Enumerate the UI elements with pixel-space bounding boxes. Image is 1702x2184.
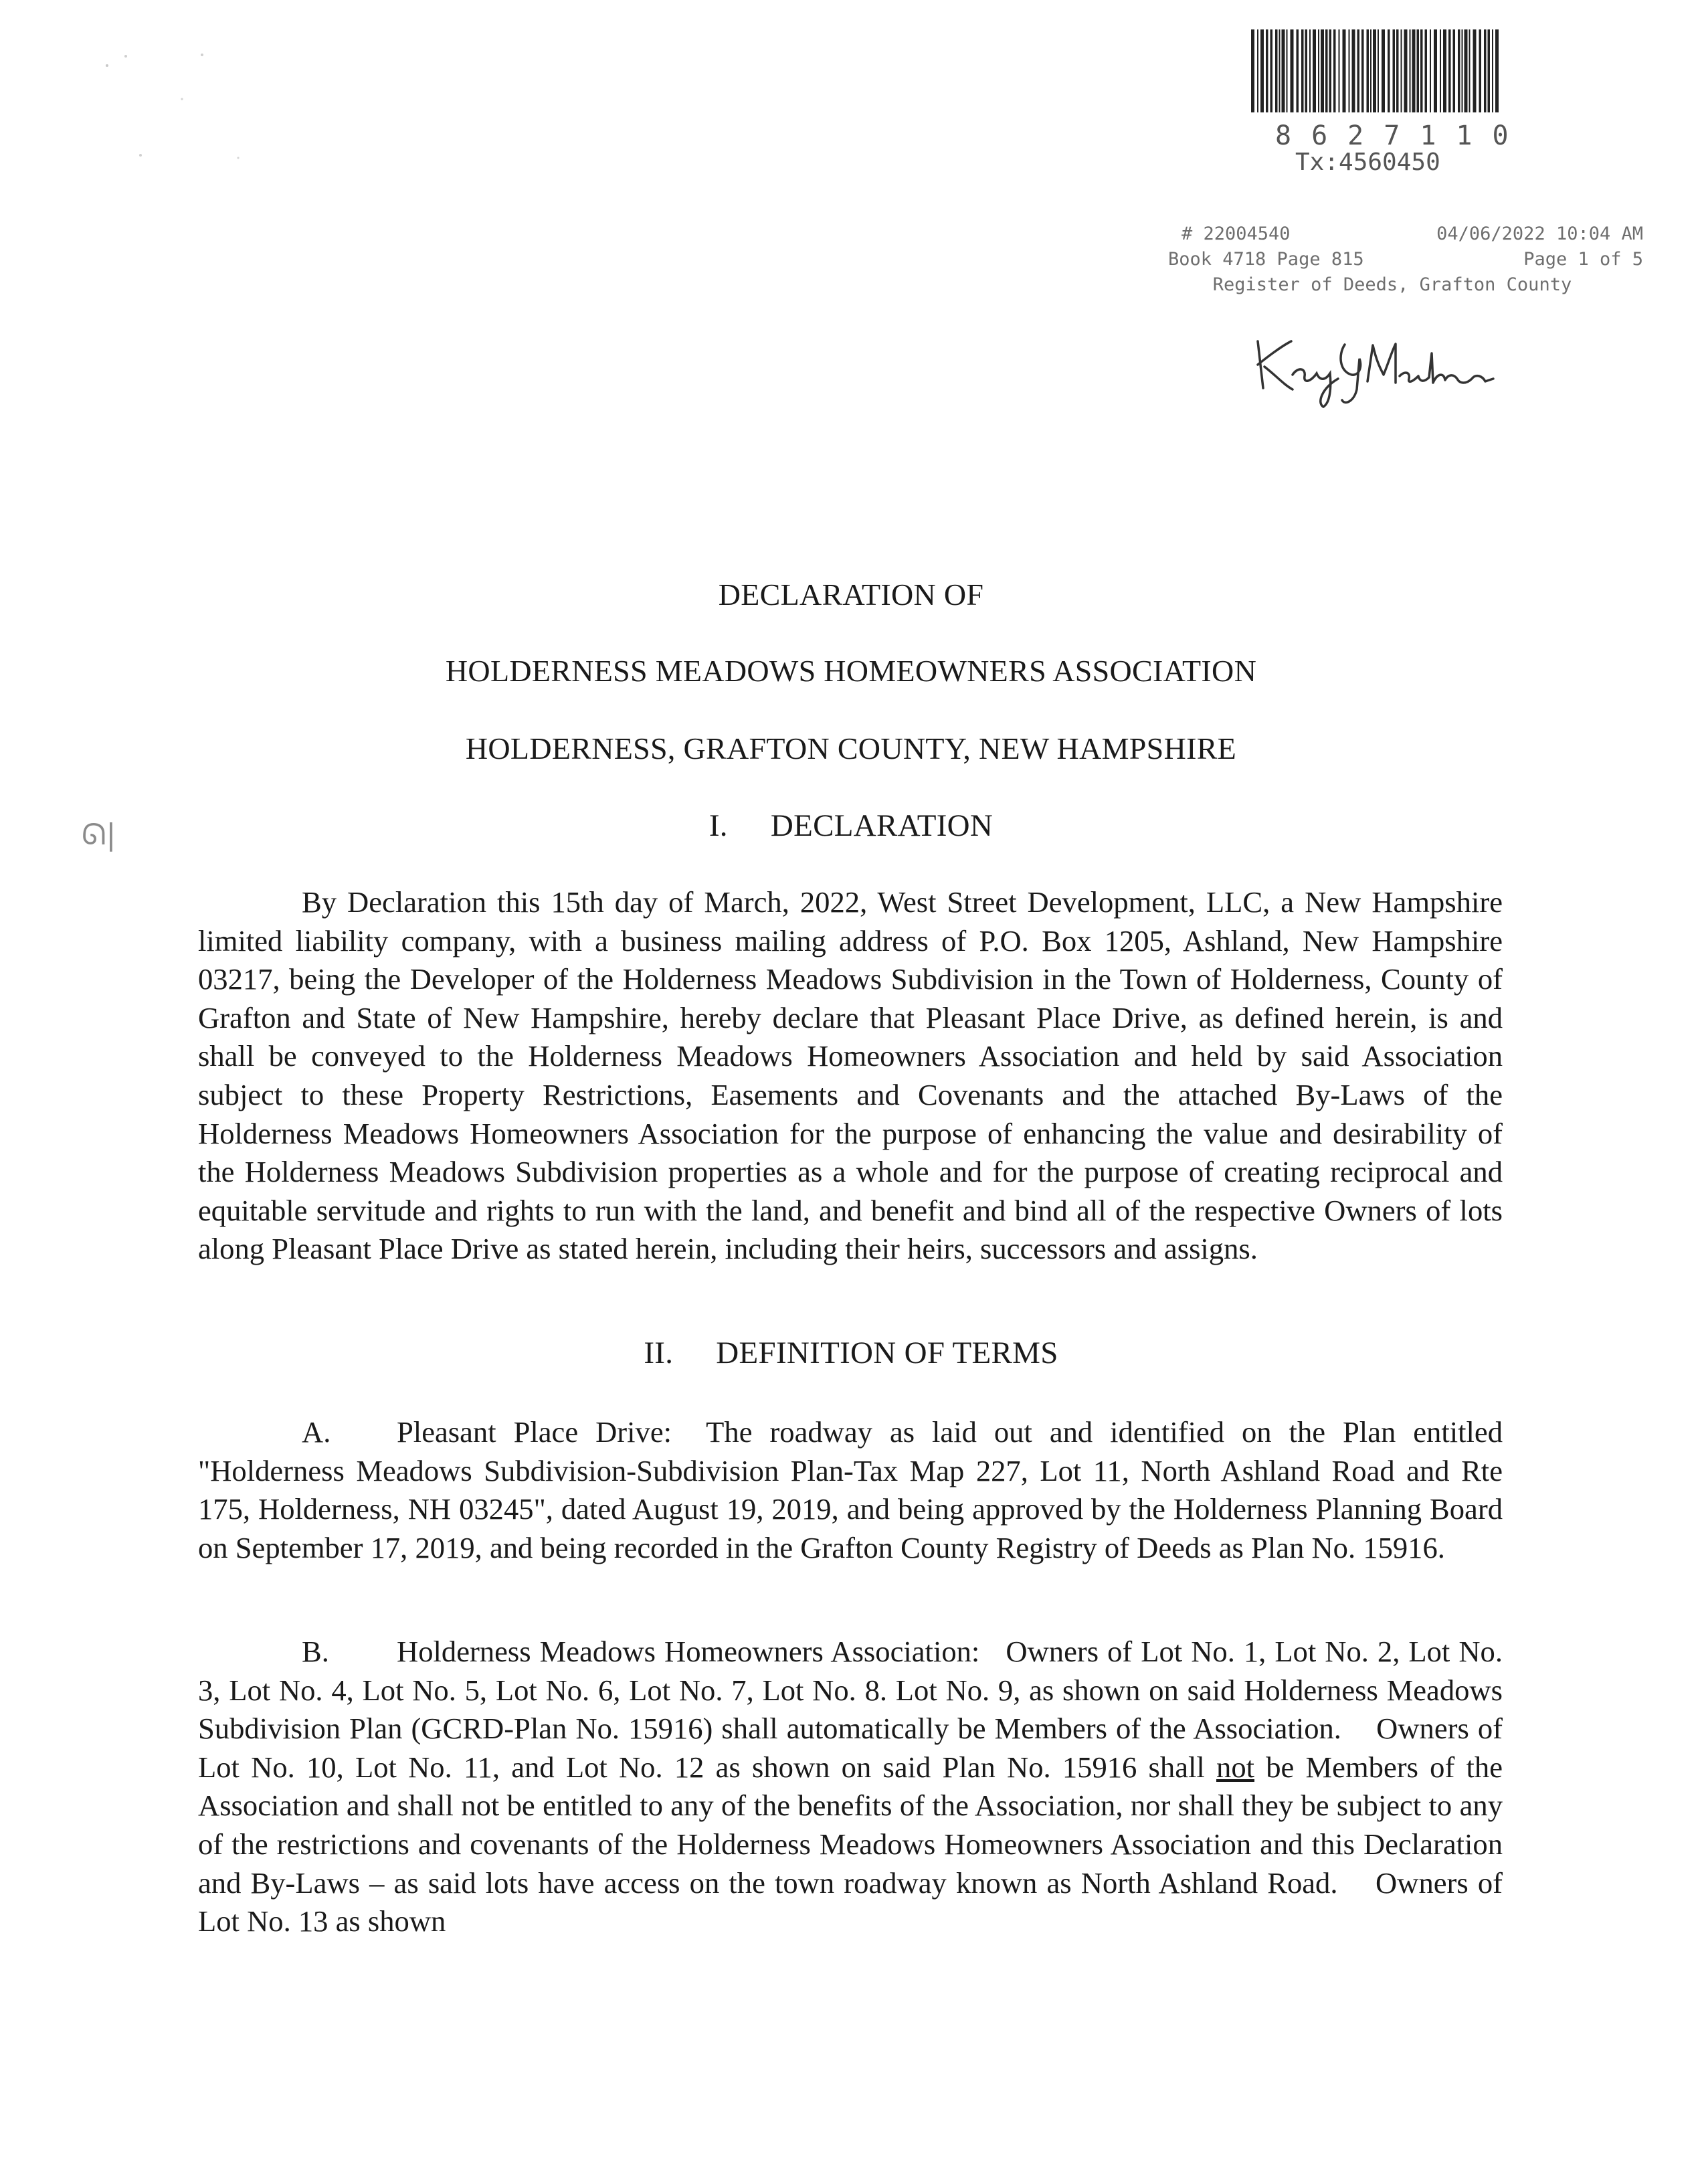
section-title: DECLARATION: [770, 808, 994, 843]
barcode-number: 8627110: [1275, 120, 1529, 151]
barcode-bar: [1492, 29, 1493, 112]
barcode-bar: [1343, 29, 1346, 112]
barcode-bar: [1434, 29, 1437, 112]
barcode-bar: [1349, 29, 1350, 112]
barcode-bar: [1469, 29, 1471, 112]
barcode-bar: [1309, 29, 1311, 112]
barcode-bar: [1417, 29, 1420, 112]
barcode-bar: [1373, 29, 1376, 112]
barcode-bar: [1410, 29, 1411, 112]
barcode-bar: [1318, 29, 1319, 112]
barcode-bar: [1440, 29, 1441, 112]
location-title: HOLDERNESS, GRAFTON COUNTY, NEW HAMPSHIRE: [465, 731, 1237, 765]
barcode: [1248, 29, 1529, 176]
barcode-bar: [1297, 29, 1299, 112]
barcode-bar: [1443, 29, 1446, 112]
definition-text: be Members of the Association and shall not be entitled to any of the benefits of the Association, nor shall they be subject to any of the restrictions and covenants of the Holderness Meadows Homeowners Association and this Declaration and By-Laws – as said lots have access on the town roadway known as North Ashland Road.: [198, 1750, 1503, 1900]
definition-b: [198, 1633, 1503, 1941]
declaration-text: By Declaration this 15th day of March, 2022, West Street Development, LLC, a New Hampshire limited liability company, with a business mailing address of P.O. Box 1205, Ashland, New Hampshire 03217, being the Developer of the Holderness Meadows Subdivision in the Town of Holderness, County of Grafton and State of New Hampshire, hereby declare that Pleasant Place Drive, as defined herein, is and shall be conveyed to the Holderness Meadows Homeowners Association and held by said Association subject to these Property Restrictions, Easements and Covenants and the attached By-Laws of the Holderness Meadows Homeowners Association for the purpose of enhancing the value and desirability of the Holderness Meadows Subdivision properties as a whole and for the purpose of creating reciprocal and equitable servitude and rights to run with the land, and benefit and bind all of the respective Owners of lots along Pleasant Place Drive as stated herein, including their heirs, successors and assigns.: [198, 885, 1503, 1266]
barcode-bar: [1352, 29, 1355, 112]
barcode-bar: [1396, 29, 1399, 112]
scan-specks: [0, 0, 268, 201]
recording-stamp: [1168, 223, 1643, 300]
barcode-bar: [1325, 29, 1328, 112]
barcode-bar: [1378, 29, 1379, 112]
barcode-bar: [1282, 29, 1285, 112]
barcode-bar: [1339, 29, 1340, 112]
margin-mark: ᘏ|: [82, 818, 116, 852]
barcode-bar: [1257, 29, 1258, 112]
section-number: I.: [708, 808, 728, 843]
page-count: Page 1 of 5: [1523, 249, 1643, 270]
barcode-bar: [1333, 29, 1336, 112]
barcode-bar: [1448, 29, 1451, 112]
register-signature: [1244, 314, 1499, 408]
barcode-bar: [1329, 29, 1332, 112]
barcode-bar: [1430, 29, 1431, 112]
barcode-bar: [1425, 29, 1428, 112]
barcode-bar: [1488, 29, 1491, 112]
section-heading-declaration: [0, 808, 1702, 844]
barcode-bar: [1270, 29, 1273, 112]
barcode-bar: [1367, 29, 1369, 112]
recording-datetime: 04/06/2022 10:04 AM: [1436, 223, 1643, 244]
item-label: B.: [302, 1635, 329, 1668]
barcode-bar: [1370, 29, 1372, 112]
barcode-bar: [1301, 29, 1304, 112]
definition-text: The roadway as laid out and identified on the Plan entitled "Holderness Meadows Subdivision-Subdivision Plan-Tax Map 227, Lot 11, North Ashland Road and Rte 175, Holderness, NH 03245", dated August 19, 2019, and being approved by the Holderness Planning Board on September 17, 2019, and being recorded in the Grafton County Registry of Deeds as Plan No. 15916.: [198, 1415, 1503, 1564]
barcode-bar: [1420, 29, 1423, 112]
barcode-bar: [1412, 29, 1416, 112]
barcode-bars: [1248, 29, 1503, 116]
transaction-number: Tx:4560450: [1295, 149, 1440, 176]
barcode-bar: [1479, 29, 1482, 112]
definition-term: Holderness Meadows Homeowners Association:: [397, 1635, 980, 1668]
document-title: DECLARATION OF: [718, 577, 984, 612]
barcode-bar: [1260, 29, 1264, 112]
definition-a: [198, 1413, 1503, 1567]
barcode-bar: [1251, 29, 1254, 112]
barcode-bar: [1357, 29, 1360, 112]
barcode-bar: [1401, 29, 1402, 112]
declaration-paragraph: [198, 883, 1503, 1269]
section-heading-definitions: [0, 1335, 1702, 1371]
barcode-bar: [1361, 29, 1364, 112]
definition-text: Owners of Lot No. 10, Lot No. 11, and Lot No. 12 as shown on said Plan No. 15916 shall: [198, 1712, 1503, 1784]
barcode-bar: [1388, 29, 1390, 112]
barcode-bar: [1321, 29, 1324, 112]
barcode-bar: [1313, 29, 1316, 112]
barcode-bar: [1458, 29, 1460, 112]
item-label: A.: [302, 1415, 331, 1449]
book-page: Book 4718 Page 815: [1168, 249, 1364, 270]
barcode-bar: [1495, 29, 1499, 112]
barcode-bar: [1287, 29, 1288, 112]
definition-text: Owners of Lot No. 1, Lot No. 2, Lot No. 3, Lot No. 4, Lot No. 5, Lot No. 6, Lot No. 7, Lot No. 8. Lot No. 9, as shown on said Holderness Meadows Subdivision Plan (GCRD-Plan No. 15916) shall automatically be Members of the Association.: [198, 1635, 1503, 1746]
definition-text: Owners of Lot No. 13 as shown: [198, 1865, 1503, 1938]
barcode-bar: [1484, 29, 1487, 112]
association-title: HOLDERNESS MEADOWS HOMEOWNERS ASSOCIATION: [445, 654, 1257, 688]
register-of-deeds: Register of Deeds, Grafton County: [1212, 274, 1572, 295]
instrument-number: # 22004540: [1181, 223, 1291, 244]
barcode-bar: [1305, 29, 1308, 112]
barcode-bar: [1462, 29, 1463, 112]
barcode-bar: [1464, 29, 1468, 112]
barcode-bar: [1279, 29, 1281, 112]
barcode-bar: [1473, 29, 1477, 112]
emphasized-word: not: [1216, 1750, 1254, 1784]
barcode-bar: [1382, 29, 1385, 112]
barcode-bar: [1393, 29, 1396, 112]
barcode-bar: [1404, 29, 1408, 112]
barcode-bar: [1453, 29, 1456, 112]
section-number: II.: [644, 1336, 674, 1370]
section-title: DEFINITION OF TERMS: [716, 1336, 1058, 1370]
barcode-bar: [1275, 29, 1278, 112]
definition-term: Pleasant Place Drive:: [397, 1415, 672, 1449]
barcode-bar: [1266, 29, 1268, 112]
barcode-bar: [1291, 29, 1294, 112]
